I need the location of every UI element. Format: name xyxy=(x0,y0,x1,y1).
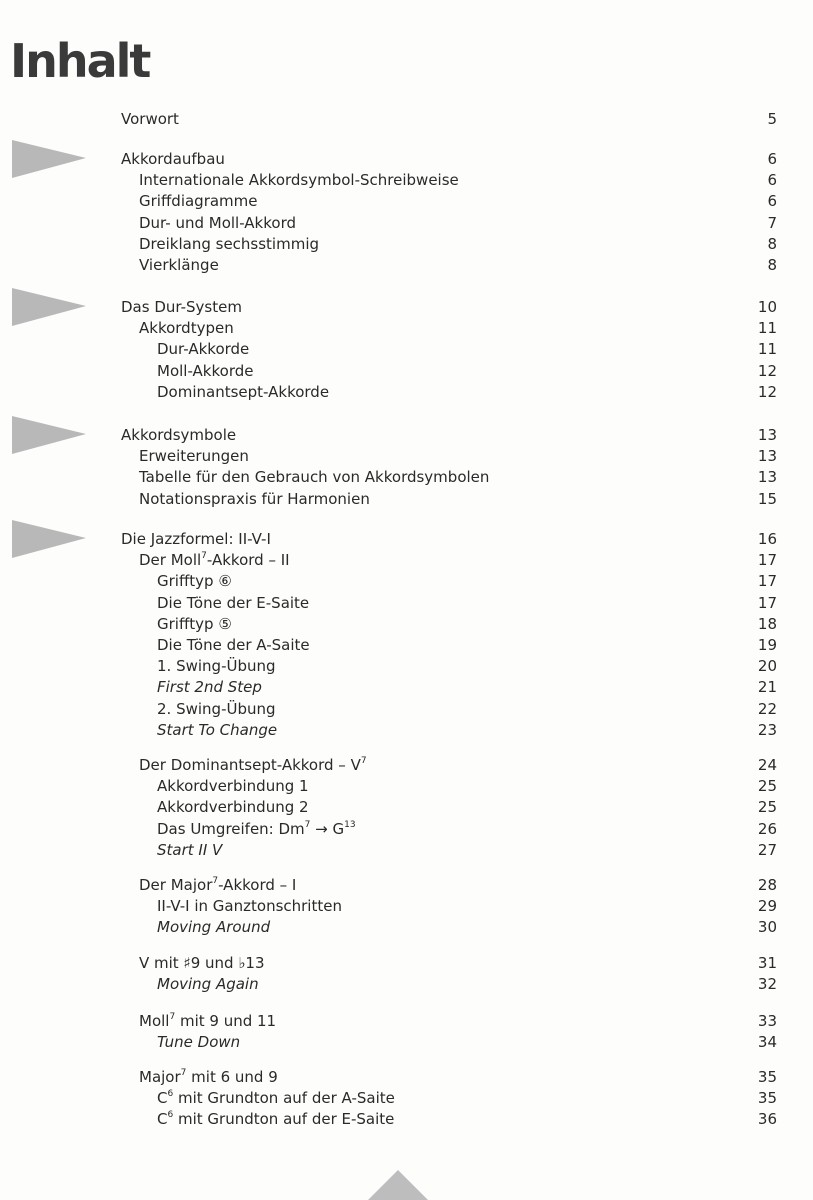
toc-page-number: 6 xyxy=(767,171,777,190)
toc-page-number: 13 xyxy=(757,468,777,487)
toc-page-number: 16 xyxy=(757,530,777,548)
toc-entry-text: Notationspraxis für Harmonien xyxy=(139,489,370,508)
toc-entry-text: Start II V xyxy=(157,840,223,859)
toc-entry-text: Vierklänge xyxy=(139,256,219,274)
superscript: 7 xyxy=(180,1068,187,1078)
toc-entry-title xyxy=(121,424,236,446)
toc-entry[interactable] xyxy=(0,775,813,797)
toc-entry-title xyxy=(139,190,258,212)
toc-page-number: 26 xyxy=(757,819,777,838)
toc-page-number: 23 xyxy=(757,720,777,739)
toc-page-number: 24 xyxy=(757,756,777,774)
toc-entry[interactable] xyxy=(0,338,813,360)
toc-entry[interactable] xyxy=(0,973,813,995)
toc-page-number: 25 xyxy=(757,798,777,817)
toc-entry[interactable] xyxy=(0,895,813,917)
toc-entry-text: First 2nd Step xyxy=(157,678,262,697)
toc-entry[interactable] xyxy=(0,796,813,818)
toc-entry-title xyxy=(139,212,296,234)
toc-entry[interactable] xyxy=(0,818,813,840)
toc-entry-title xyxy=(157,796,309,818)
toc-entry[interactable] xyxy=(0,233,813,255)
toc-entry[interactable] xyxy=(0,1066,813,1088)
toc-page-number: 32 xyxy=(757,975,777,994)
toc-entry[interactable] xyxy=(0,169,813,191)
toc-entry-title xyxy=(157,1087,395,1109)
toc-entry[interactable] xyxy=(0,549,813,571)
toc-entry-text: Dominantsept-Akkorde xyxy=(157,382,330,401)
toc-entry[interactable] xyxy=(0,488,813,510)
toc-entry[interactable] xyxy=(0,719,813,741)
toc-entry-title xyxy=(139,488,370,510)
superscript: 7 xyxy=(169,1012,176,1022)
toc-entry-text: Dur-Akkorde xyxy=(157,340,250,359)
toc-page-number: 8 xyxy=(767,256,777,274)
toc-entry-text: Akkordsymbole xyxy=(121,426,237,444)
superscript: 6 xyxy=(167,1089,174,1100)
toc-entry-title xyxy=(157,698,276,720)
toc-entry[interactable] xyxy=(0,676,813,698)
toc-entry-title xyxy=(139,1010,276,1032)
toc-entry[interactable] xyxy=(0,445,813,467)
superscript: 7 xyxy=(360,756,367,766)
toc-entry-title xyxy=(139,466,489,488)
toc-page-number: 12 xyxy=(757,361,777,380)
toc-entry-title xyxy=(157,1031,240,1053)
toc-entry-title xyxy=(121,528,271,550)
toc-entry-title xyxy=(157,338,249,360)
toc-entry-title xyxy=(121,148,225,170)
toc-entry-text: Start To Change xyxy=(157,720,278,739)
toc-page-number: 6 xyxy=(767,150,777,168)
toc-entry-title xyxy=(157,592,309,614)
toc-entry-text: Dreiklang sechsstimmig xyxy=(139,234,320,253)
toc-entry-title xyxy=(157,1108,394,1130)
toc-page-number: 21 xyxy=(757,678,777,697)
toc-page-number: 13 xyxy=(757,447,777,466)
toc-entry[interactable] xyxy=(0,839,813,861)
toc-entry[interactable] xyxy=(0,634,813,656)
toc-entry-text: Akkordtypen xyxy=(139,319,234,338)
toc-entry-title xyxy=(157,719,277,741)
toc-entry[interactable] xyxy=(0,212,813,234)
toc-entry[interactable] xyxy=(0,108,813,130)
toc-page-number: 11 xyxy=(757,319,777,338)
toc-entry-title xyxy=(157,360,253,382)
toc-entry-title xyxy=(121,296,242,318)
toc-entry-title xyxy=(139,233,319,255)
toc-entry[interactable] xyxy=(0,613,813,635)
toc-entry-text: Die Jazzformel: II-V-I xyxy=(121,530,271,548)
toc-entry[interactable] xyxy=(0,1108,813,1130)
toc-entry-title xyxy=(157,613,232,635)
toc-entry[interactable] xyxy=(0,148,813,170)
toc-entry-title xyxy=(139,1066,278,1088)
toc-page-number: 17 xyxy=(757,593,777,612)
toc-entry-text: Grifftyp ⑥ xyxy=(157,572,232,591)
toc-page-number: 15 xyxy=(757,489,777,508)
toc-entry-text: Erweiterungen xyxy=(139,447,249,466)
toc-entry-text: Akkordverbindung 1 xyxy=(157,777,309,796)
toc-entry[interactable] xyxy=(0,360,813,382)
toc-page-number: 34 xyxy=(757,1033,777,1052)
page-title: Inhalt xyxy=(10,34,150,88)
toc-entry-title xyxy=(157,916,270,938)
toc-entry-text: Akkordverbindung 2 xyxy=(157,798,309,817)
toc-entry-title xyxy=(139,952,265,974)
toc-entry-text: Griffdiagramme xyxy=(139,192,258,211)
toc-entry-title xyxy=(121,108,179,130)
toc-entry[interactable] xyxy=(0,381,813,403)
toc-entry-text: Major xyxy=(139,1068,181,1086)
toc-entry-title xyxy=(157,818,356,840)
toc-entry[interactable] xyxy=(0,528,813,550)
toc-entry-text: Internationale Akkordsymbol-Schreibweise xyxy=(139,171,459,190)
toc-entry-text: C xyxy=(157,1089,168,1108)
toc-entry-text-suffix: mit Grundton auf der A-Saite xyxy=(173,1089,395,1108)
toc-entry[interactable] xyxy=(0,254,813,276)
toc-page-number: 5 xyxy=(767,110,777,128)
toc-entry[interactable] xyxy=(0,1010,813,1032)
toc-entry-text: Der Major xyxy=(139,876,213,894)
toc-entry-text: II-V-I in Ganztonschritten xyxy=(157,897,342,916)
toc-entry[interactable] xyxy=(0,1087,813,1109)
toc-entry[interactable] xyxy=(0,190,813,212)
toc-entry-text: Das Dur-System xyxy=(121,298,242,316)
toc-entry-text: V mit ♯9 und ♭13 xyxy=(139,954,265,972)
toc-entry-text-suffix: mit 9 und 11 xyxy=(175,1012,277,1030)
toc-page-number: 8 xyxy=(767,234,777,253)
toc-page-number: 10 xyxy=(757,298,777,316)
toc-entry[interactable] xyxy=(0,874,813,896)
toc-page-number: 7 xyxy=(767,213,777,232)
toc-entry-text: 1. Swing-Übung xyxy=(157,657,276,676)
toc-page-number: 29 xyxy=(757,897,777,916)
toc-page-number: 36 xyxy=(757,1110,777,1129)
toc-entry-text: 2. Swing-Übung xyxy=(157,699,276,718)
toc-entry-text-suffix: mit 6 und 9 xyxy=(186,1068,278,1086)
toc-page-number: 13 xyxy=(757,426,777,444)
toc-entry-text: Moll-Akkorde xyxy=(157,361,254,380)
toc-page-number: 28 xyxy=(757,876,777,894)
toc-entry-text-suffix: -Akkord – II xyxy=(206,551,290,570)
toc-entry-text-suffix: → G xyxy=(310,819,345,838)
toc-entry-title xyxy=(157,973,259,995)
toc-entry-text: Moving Around xyxy=(157,918,271,937)
toc-page-number: 18 xyxy=(757,614,777,633)
toc-page-number: 25 xyxy=(757,777,777,796)
bottom-triangle-marker xyxy=(366,1168,430,1200)
toc-entry-text-suffix: mit Grundton auf der E-Saite xyxy=(173,1110,395,1129)
toc-entry-title xyxy=(139,874,296,896)
toc-entry-title xyxy=(157,381,329,403)
toc-entry[interactable] xyxy=(0,754,813,776)
toc-entry[interactable] xyxy=(0,592,813,614)
toc-entry-text: Moll xyxy=(139,1012,170,1030)
superscript: 7 xyxy=(212,876,219,886)
superscript: 13 xyxy=(344,819,356,830)
toc-entry[interactable] xyxy=(0,916,813,938)
toc-entry[interactable] xyxy=(0,655,813,677)
toc-entry[interactable] xyxy=(0,296,813,318)
toc-page-number: 12 xyxy=(757,382,777,401)
toc-entry-text: Das Umgreifen: Dm xyxy=(157,819,305,838)
toc-entry-text: Grifftyp ⑤ xyxy=(157,614,232,633)
toc-page-number: 33 xyxy=(757,1012,777,1030)
toc-entry[interactable] xyxy=(0,466,813,488)
toc-page-number: 35 xyxy=(757,1089,777,1108)
toc-entry-text: Die Töne der A-Saite xyxy=(157,636,310,654)
toc-entry-text: Die Töne der E-Saite xyxy=(157,593,310,612)
toc-entry-text: Vorwort xyxy=(121,110,179,128)
toc-entry-text-suffix: -Akkord – I xyxy=(218,876,297,894)
toc-entry-text: Tune Down xyxy=(157,1033,241,1052)
toc-entry-title xyxy=(139,317,234,339)
superscript: 6 xyxy=(167,1110,174,1121)
toc-entry-text: Akkordaufbau xyxy=(121,150,225,168)
toc-entry-title xyxy=(139,254,219,276)
toc-entry[interactable] xyxy=(0,1031,813,1053)
toc-entry-title xyxy=(139,754,367,776)
toc-entry-title xyxy=(157,570,232,592)
toc-page-number: 27 xyxy=(757,840,777,859)
toc-page-number: 17 xyxy=(757,572,777,591)
toc-entry-text: Dur- und Moll-Akkord xyxy=(139,213,296,232)
superscript: 7 xyxy=(304,819,311,830)
toc-entry-text: C xyxy=(157,1110,168,1129)
toc-entry-title xyxy=(157,895,342,917)
toc-entry[interactable] xyxy=(0,698,813,720)
toc-page-number: 30 xyxy=(757,918,777,937)
toc-page-number: 35 xyxy=(757,1068,777,1086)
toc-page-number: 6 xyxy=(767,192,777,211)
toc-page-number: 19 xyxy=(757,636,777,654)
toc-entry-title xyxy=(139,549,290,571)
toc-entry-title xyxy=(157,634,310,656)
toc-page-number: 17 xyxy=(757,551,777,570)
toc-entry-text: Der Dominantsept-Akkord – V xyxy=(139,756,361,774)
toc-page-number: 31 xyxy=(757,954,777,972)
toc-entry[interactable] xyxy=(0,317,813,339)
toc-entry-text: Moving Again xyxy=(157,975,259,994)
toc-entry-title xyxy=(139,169,459,191)
superscript: 7 xyxy=(201,551,207,562)
toc-entry-title xyxy=(139,445,249,467)
toc-entry[interactable] xyxy=(0,424,813,446)
toc-page-number: 20 xyxy=(757,657,777,676)
toc-entry-text: Tabelle für den Gebrauch von Akkordsymbolen xyxy=(139,468,490,487)
toc-entry-title xyxy=(157,676,262,698)
toc-page-number: 11 xyxy=(757,340,777,359)
toc-entry-title xyxy=(157,775,309,797)
toc-entry-text: Der Moll xyxy=(139,551,202,570)
toc-page-number: 22 xyxy=(757,699,777,718)
toc-entry-title xyxy=(157,655,276,677)
toc-entry[interactable] xyxy=(0,570,813,592)
toc-entry-title xyxy=(157,839,222,861)
toc-entry[interactable] xyxy=(0,952,813,974)
